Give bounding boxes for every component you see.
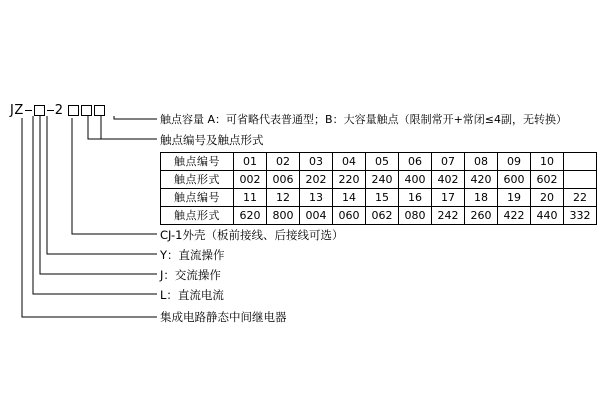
table-cell: 16 — [399, 189, 432, 207]
table-cell: 06 — [399, 153, 432, 171]
model-dash-2 — [47, 110, 54, 111]
table-cell: 402 — [432, 171, 465, 189]
table-cell: 800 — [267, 207, 300, 225]
table-cell: 400 — [399, 171, 432, 189]
table-cell — [564, 171, 597, 189]
contacts-table-body — [161, 153, 597, 225]
table-row-header: 触点编号 — [161, 153, 234, 171]
table-cell: 10 — [531, 153, 564, 171]
table-cell: 240 — [366, 171, 399, 189]
label-contact-capacity: 触点容量 A：可省略代表普通型；B：大容量触点（限制常开+常闭≤4副，无转换） — [160, 113, 567, 126]
table-cell: 15 — [366, 189, 399, 207]
model-dash-1 — [25, 110, 32, 111]
label-dc-operate: Y：直流操作 — [160, 248, 225, 262]
table-cell: 07 — [432, 153, 465, 171]
table-cell: 05 — [366, 153, 399, 171]
table-cell: 062 — [366, 207, 399, 225]
contacts-table — [160, 152, 597, 225]
model-box-3 — [81, 105, 92, 116]
table-cell: 202 — [300, 171, 333, 189]
table-cell: 002 — [234, 171, 267, 189]
table-cell: 620 — [234, 207, 267, 225]
model-box-2 — [68, 105, 79, 116]
model-box-1 — [34, 105, 45, 116]
table-cell: 04 — [333, 153, 366, 171]
table-cell: 600 — [498, 171, 531, 189]
table-cell: 602 — [531, 171, 564, 189]
label-contact-form: 触点编号及触点形式 — [160, 133, 264, 147]
table-cell: 332 — [564, 207, 597, 225]
table-cell: 14 — [333, 189, 366, 207]
table-cell: 13 — [300, 189, 333, 207]
table-cell: 09 — [498, 153, 531, 171]
table-cell: 220 — [333, 171, 366, 189]
table-row-header: 触点编号 — [161, 189, 234, 207]
table-cell: 080 — [399, 207, 432, 225]
table-cell: 422 — [498, 207, 531, 225]
table-row-header: 触点形式 — [161, 171, 234, 189]
table-cell: 440 — [531, 207, 564, 225]
table-cell: 01 — [234, 153, 267, 171]
table-cell: 03 — [300, 153, 333, 171]
table-cell: 19 — [498, 189, 531, 207]
label-main-product: 集成电路静态中间继电器 — [160, 310, 287, 324]
label-shell: CJ-1外壳（板前接线、后接线可选） — [160, 228, 344, 242]
table-cell: 20 — [531, 189, 564, 207]
table-cell: 18 — [465, 189, 498, 207]
table-row — [161, 171, 597, 189]
table-cell: 260 — [465, 207, 498, 225]
table-cell: 006 — [267, 171, 300, 189]
contacts-table-wrap — [160, 152, 597, 225]
label-dc-current: L：直流电流 — [160, 288, 224, 302]
table-cell: 004 — [300, 207, 333, 225]
label-ac-operate: J：交流操作 — [160, 268, 221, 282]
model-box-4 — [94, 105, 105, 116]
table-cell: 12 — [267, 189, 300, 207]
table-row — [161, 207, 597, 225]
model-digit: 2 — [54, 103, 64, 118]
table-row — [161, 153, 597, 171]
table-cell: 17 — [432, 189, 465, 207]
table-cell: 420 — [465, 171, 498, 189]
table-cell: 08 — [465, 153, 498, 171]
table-cell: 242 — [432, 207, 465, 225]
table-cell — [564, 153, 597, 171]
table-row-header: 触点形式 — [161, 207, 234, 225]
model-prefix: JZ — [10, 103, 24, 118]
table-row — [161, 189, 597, 207]
table-cell: 11 — [234, 189, 267, 207]
table-cell: 02 — [267, 153, 300, 171]
model-code — [10, 104, 106, 117]
table-cell: 060 — [333, 207, 366, 225]
table-cell: 22 — [564, 189, 597, 207]
